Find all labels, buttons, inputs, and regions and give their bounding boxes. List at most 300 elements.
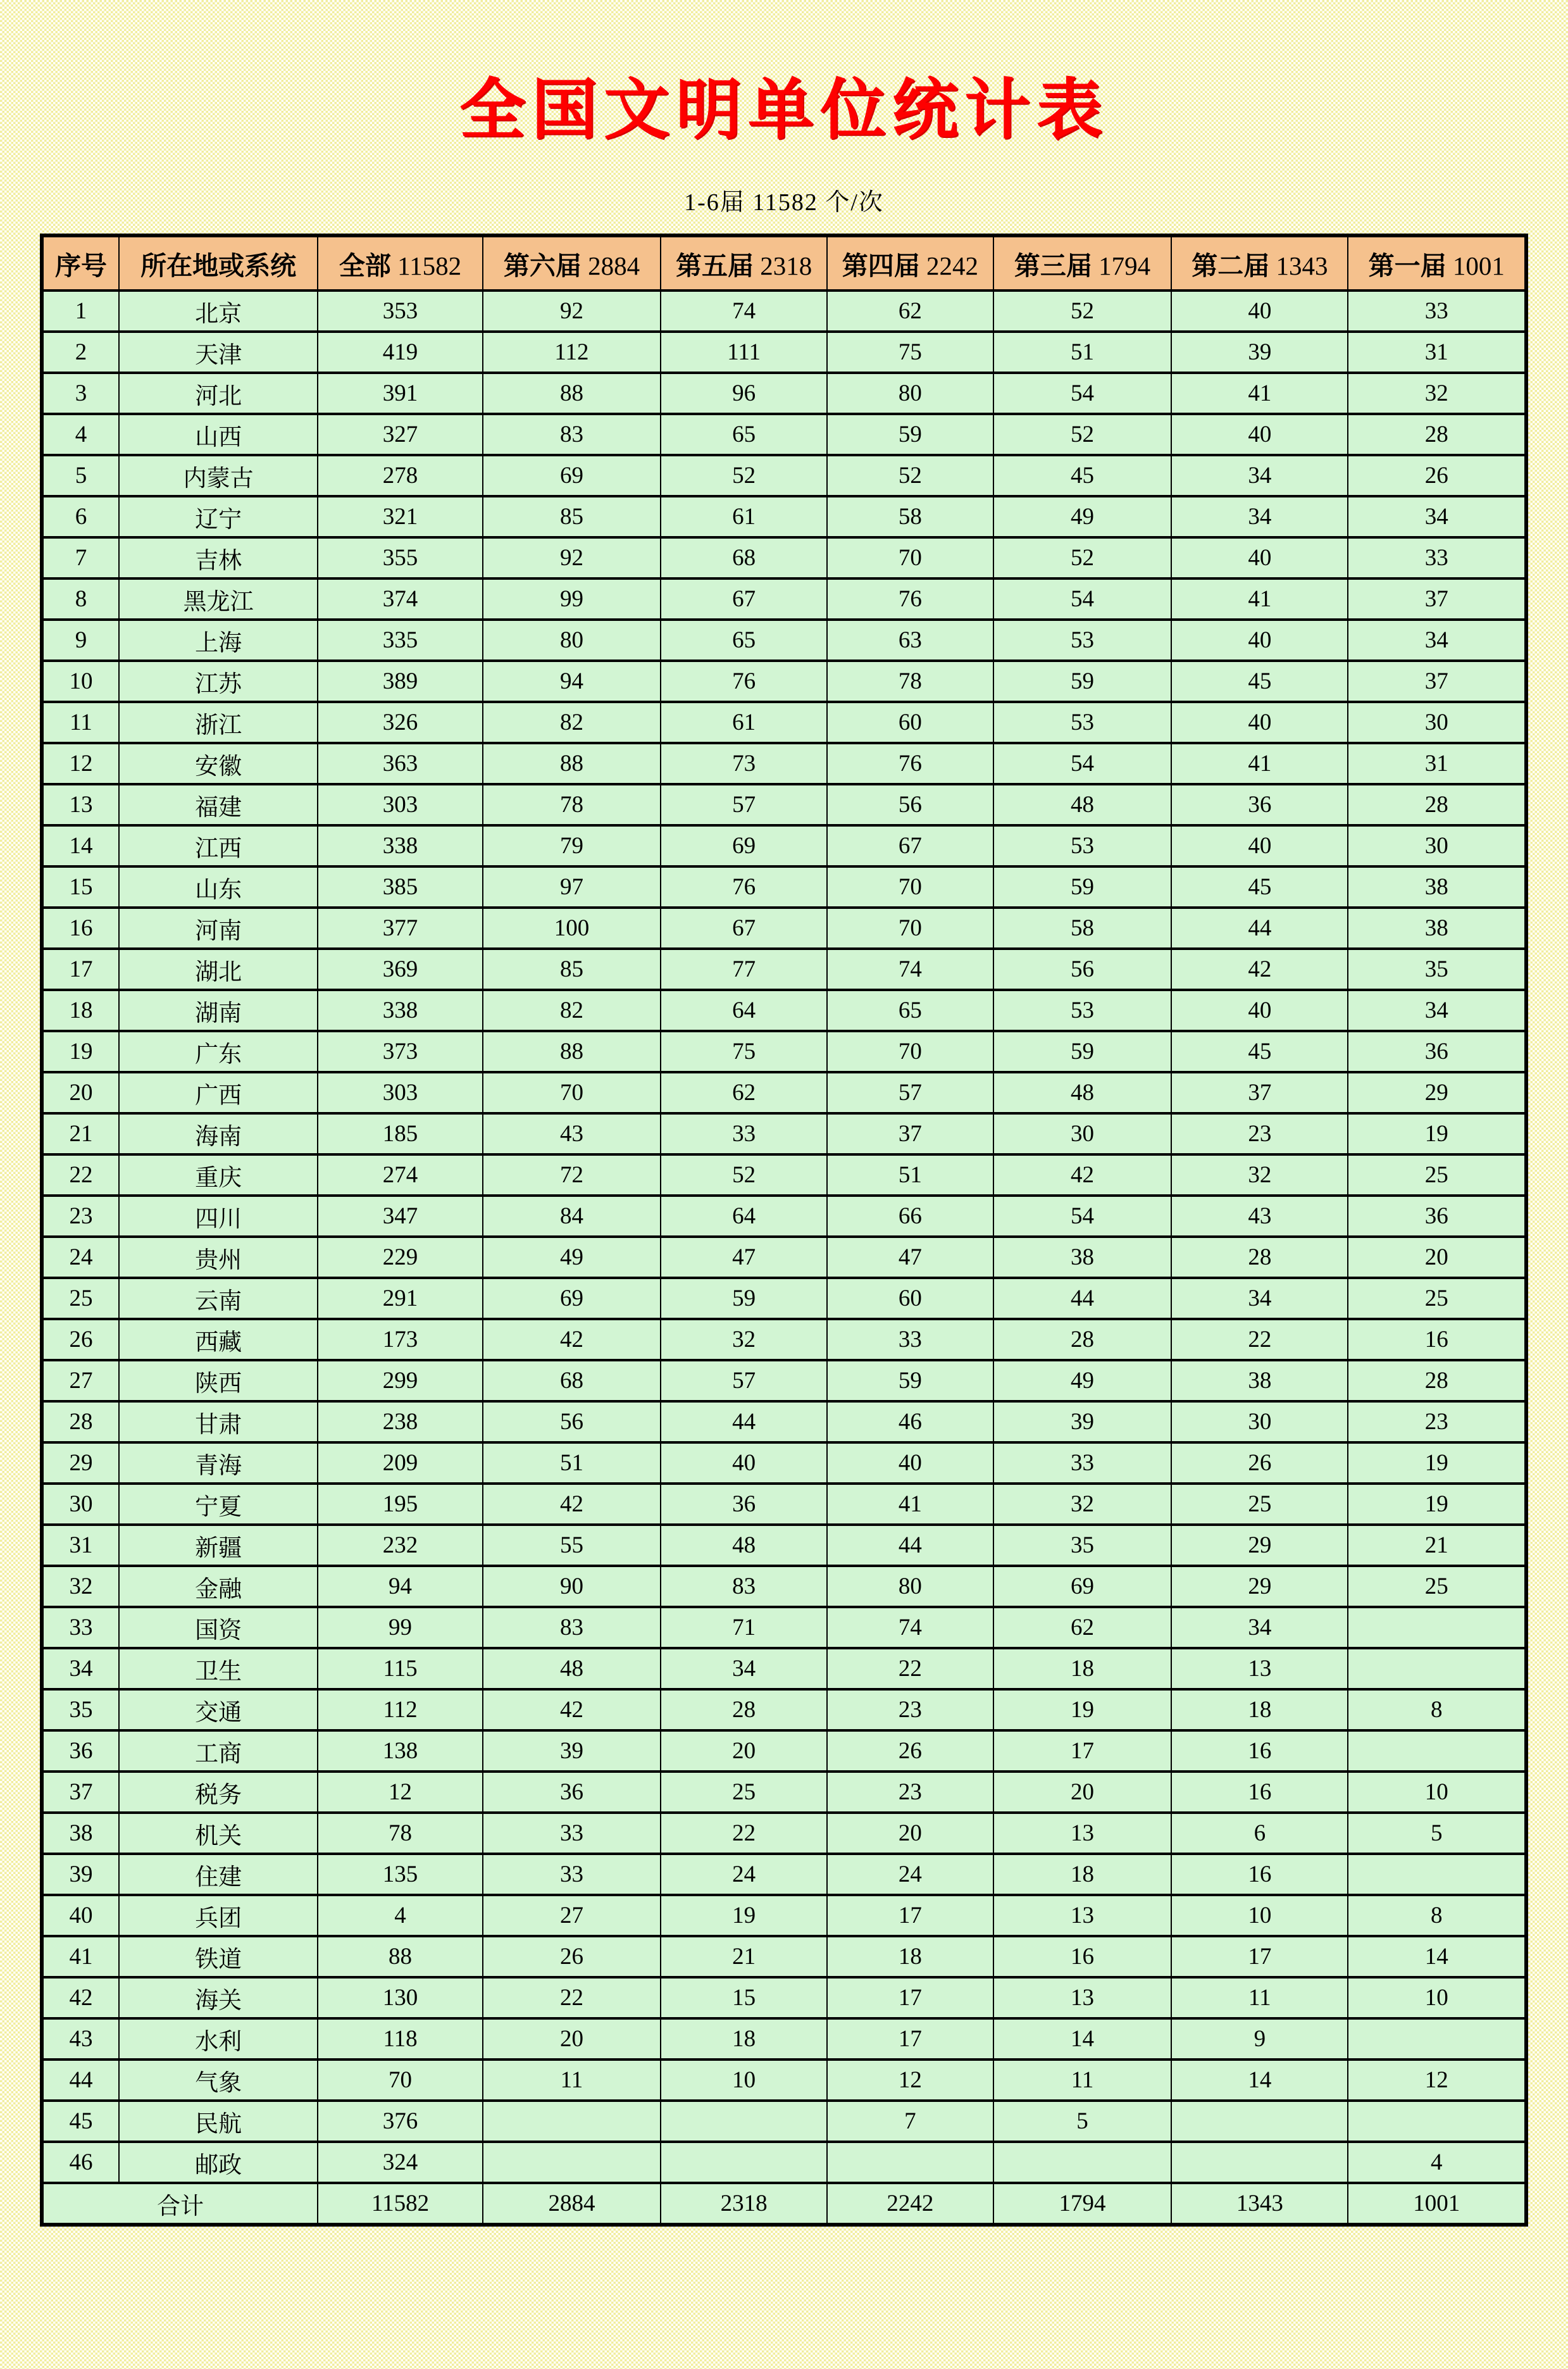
table-row (42, 1484, 1526, 1525)
cell: 78 (827, 661, 993, 702)
cell: 67 (661, 578, 827, 620)
cell: 12 (827, 2060, 993, 2101)
cell: 138 (318, 1730, 482, 1772)
cell: 16 (1171, 1772, 1348, 1813)
cell: 23 (827, 1689, 993, 1730)
cell: 19 (1348, 1442, 1526, 1484)
cell: 51 (483, 1442, 661, 1484)
cell: 25 (1348, 1278, 1526, 1319)
cell: 45 (1171, 1031, 1348, 1072)
cell: 52 (827, 455, 993, 496)
cell: 33 (483, 1813, 661, 1854)
cell: 62 (827, 291, 993, 332)
cell: 229 (318, 1237, 482, 1278)
cell: 94 (483, 661, 661, 702)
cell: 12 (1348, 2060, 1526, 2101)
table-row (42, 908, 1526, 949)
cell: 青海 (119, 1442, 318, 1484)
cell: 21 (1348, 1525, 1526, 1566)
cell: 8 (42, 578, 119, 620)
column-header-label: 所在地或系统 (140, 251, 297, 280)
cell: 5 (993, 2101, 1172, 2142)
cell: 59 (661, 1278, 827, 1319)
column-header (318, 235, 482, 291)
cell: 40 (1171, 537, 1348, 578)
cell: 机关 (119, 1813, 318, 1854)
cell: 海南 (119, 1113, 318, 1154)
cell (1171, 2142, 1348, 2183)
cell: 四川 (119, 1196, 318, 1237)
cell: 35 (993, 1525, 1172, 1566)
cell: 40 (42, 1895, 119, 1936)
cell: 118 (318, 2018, 482, 2060)
cell: 338 (318, 990, 482, 1031)
cell: 80 (483, 620, 661, 661)
cell: 25 (661, 1772, 827, 1813)
cell: 66 (827, 1196, 993, 1237)
cell: 28 (993, 1319, 1172, 1360)
cell: 69 (661, 825, 827, 866)
cell: 16 (42, 908, 119, 949)
cell: 13 (42, 784, 119, 825)
table-row (42, 414, 1526, 455)
cell: 52 (661, 455, 827, 496)
total-cell: 2884 (483, 2183, 661, 2225)
cell: 33 (827, 1319, 993, 1360)
cell: 30 (1171, 1401, 1348, 1442)
cell: 18 (993, 1854, 1172, 1895)
cell: 69 (483, 455, 661, 496)
cell: 25 (1171, 1484, 1348, 1525)
cell: 28 (1348, 784, 1526, 825)
cell: 43 (483, 1113, 661, 1154)
column-header-label: 第二届 (1192, 251, 1270, 280)
cell: 40 (1171, 620, 1348, 661)
cell (1348, 2018, 1526, 2060)
table-row (42, 1031, 1526, 1072)
cell: 44 (42, 2060, 119, 2101)
cell: 59 (993, 661, 1172, 702)
cell: 53 (993, 990, 1172, 1031)
cell: 52 (993, 537, 1172, 578)
cell: 18 (661, 2018, 827, 2060)
column-header (1348, 235, 1526, 291)
cell: 45 (993, 455, 1172, 496)
cell: 15 (661, 1977, 827, 2018)
cell: 山西 (119, 414, 318, 455)
cell: 60 (827, 702, 993, 743)
cell: 26 (827, 1730, 993, 1772)
cell: 51 (993, 332, 1172, 373)
cell: 新疆 (119, 1525, 318, 1566)
table-row (42, 1401, 1526, 1442)
total-label: 合计 (42, 2183, 318, 2225)
cell: 12 (42, 743, 119, 784)
cell (827, 2142, 993, 2183)
cell: 陕西 (119, 1360, 318, 1401)
cell: 43 (1171, 1196, 1348, 1237)
table-row (42, 1772, 1526, 1813)
cell: 40 (661, 1442, 827, 1484)
header-row (42, 235, 1526, 291)
cell: 32 (1348, 373, 1526, 414)
cell: 88 (483, 1031, 661, 1072)
cell: 41 (1171, 373, 1348, 414)
cell: 6 (1171, 1813, 1348, 1854)
cell: 52 (661, 1154, 827, 1196)
cell: 355 (318, 537, 482, 578)
cell: 11 (483, 2060, 661, 2101)
cell: 80 (827, 1566, 993, 1607)
cell: 气象 (119, 2060, 318, 2101)
table-row (42, 1813, 1526, 1854)
table-row (42, 2018, 1526, 2060)
cell: 59 (827, 414, 993, 455)
cell (1348, 1854, 1526, 1895)
cell: 60 (827, 1278, 993, 1319)
cell: 36 (483, 1772, 661, 1813)
cell: 369 (318, 949, 482, 990)
cell: 376 (318, 2101, 482, 2142)
cell: 34 (1348, 620, 1526, 661)
cell: 97 (483, 866, 661, 908)
cell: 39 (1171, 332, 1348, 373)
cell: 63 (827, 620, 993, 661)
cell: 38 (1171, 1360, 1348, 1401)
cell: 4 (42, 414, 119, 455)
cell: 34 (1348, 496, 1526, 537)
table-row (42, 1196, 1526, 1237)
cell: 79 (483, 825, 661, 866)
cell: 4 (1348, 2142, 1526, 2183)
cell: 5 (42, 455, 119, 496)
cell: 18 (1171, 1689, 1348, 1730)
cell: 28 (1348, 414, 1526, 455)
cell: 40 (827, 1442, 993, 1484)
column-header (827, 235, 993, 291)
cell: 76 (827, 743, 993, 784)
cell (993, 2142, 1172, 2183)
cell: 36 (661, 1484, 827, 1525)
cell: 13 (993, 1977, 1172, 2018)
cell: 19 (661, 1895, 827, 1936)
cell: 4 (318, 1895, 482, 1936)
cell: 42 (42, 1977, 119, 2018)
cell: 36 (1348, 1031, 1526, 1072)
table-row (42, 1607, 1526, 1648)
cell: 9 (42, 620, 119, 661)
cell: 19 (1348, 1484, 1526, 1525)
cell: 70 (827, 866, 993, 908)
cell: 327 (318, 414, 482, 455)
page (0, 75, 1568, 2369)
cell: 20 (1348, 1237, 1526, 1278)
table-row (42, 990, 1526, 1031)
table-row (42, 578, 1526, 620)
cell: 71 (661, 1607, 827, 1648)
cell: 16 (993, 1936, 1172, 1977)
cell: 14 (1171, 2060, 1348, 2101)
cell: 338 (318, 825, 482, 866)
cell (661, 2142, 827, 2183)
cell: 18 (42, 990, 119, 1031)
cell: 90 (483, 1566, 661, 1607)
column-header-count: 1794 (1092, 251, 1151, 280)
cell: 16 (1171, 1730, 1348, 1772)
table-row (42, 1113, 1526, 1154)
cell: 28 (1171, 1237, 1348, 1278)
cell: 上海 (119, 620, 318, 661)
cell: 26 (1348, 455, 1526, 496)
cell: 57 (827, 1072, 993, 1113)
cell: 195 (318, 1484, 482, 1525)
cell: 14 (42, 825, 119, 866)
cell: 173 (318, 1319, 482, 1360)
column-header (661, 235, 827, 291)
cell (1348, 1607, 1526, 1648)
cell: 77 (661, 949, 827, 990)
cell: 海关 (119, 1977, 318, 2018)
cell: 85 (483, 496, 661, 537)
cell: 民航 (119, 2101, 318, 2142)
cell: 69 (483, 1278, 661, 1319)
cell: 3 (42, 373, 119, 414)
cell: 40 (1171, 702, 1348, 743)
cell: 57 (661, 1360, 827, 1401)
column-header-label: 全部 (339, 251, 391, 280)
cell: 38 (42, 1813, 119, 1854)
cell: 河南 (119, 908, 318, 949)
cell: 48 (483, 1648, 661, 1689)
cell: 55 (483, 1525, 661, 1566)
cell: 黑龙江 (119, 578, 318, 620)
cell: 49 (993, 496, 1172, 537)
cell: 61 (661, 702, 827, 743)
cell: 26 (42, 1319, 119, 1360)
cell (1348, 2101, 1526, 2142)
cell: 44 (661, 1401, 827, 1442)
table-row (42, 1977, 1526, 2018)
cell: 76 (661, 866, 827, 908)
table-row (42, 866, 1526, 908)
table-row (42, 455, 1526, 496)
column-header-label: 序号 (54, 251, 107, 280)
table-row (42, 1689, 1526, 1730)
cell: 河北 (119, 373, 318, 414)
cell: 18 (993, 1648, 1172, 1689)
cell: 水利 (119, 2018, 318, 2060)
cell: 福建 (119, 784, 318, 825)
cell: 135 (318, 1854, 482, 1895)
cell: 47 (661, 1237, 827, 1278)
cell: 19 (993, 1689, 1172, 1730)
cell: 13 (993, 1813, 1172, 1854)
cell: 10 (1348, 1772, 1526, 1813)
cell: 42 (993, 1154, 1172, 1196)
cell: 浙江 (119, 702, 318, 743)
cell: 67 (827, 825, 993, 866)
cell: 10 (661, 2060, 827, 2101)
cell: 54 (993, 743, 1172, 784)
cell: 303 (318, 1072, 482, 1113)
cell: 353 (318, 291, 482, 332)
cell: 56 (483, 1401, 661, 1442)
cell: 115 (318, 1648, 482, 1689)
cell: 21 (42, 1113, 119, 1154)
table-row (42, 373, 1526, 414)
cell: 17 (1171, 1936, 1348, 1977)
column-header-count: 1343 (1269, 251, 1328, 280)
cell: 75 (827, 332, 993, 373)
cell: 35 (42, 1689, 119, 1730)
cell: 61 (661, 496, 827, 537)
cell: 18 (827, 1936, 993, 1977)
cell: 99 (483, 578, 661, 620)
table-row (42, 1566, 1526, 1607)
cell: 11 (1171, 1977, 1348, 2018)
cell: 邮政 (119, 2142, 318, 2183)
cell: 31 (1348, 332, 1526, 373)
table-row (42, 702, 1526, 743)
cell: 13 (1171, 1648, 1348, 1689)
cell: 宁夏 (119, 1484, 318, 1525)
cell: 37 (1171, 1072, 1348, 1113)
cell: 34 (1348, 990, 1526, 1031)
cell: 99 (318, 1607, 482, 1648)
cell: 37 (42, 1772, 119, 1813)
cell: 53 (993, 620, 1172, 661)
cell: 江西 (119, 825, 318, 866)
cell: 65 (827, 990, 993, 1031)
cell: 92 (483, 291, 661, 332)
cell: 373 (318, 1031, 482, 1072)
cell: 391 (318, 373, 482, 414)
cell: 44 (1171, 908, 1348, 949)
cell: 43 (42, 2018, 119, 2060)
cell (1348, 1648, 1526, 1689)
cell: 49 (993, 1360, 1172, 1401)
cell: 32 (1171, 1154, 1348, 1196)
cell: 40 (1171, 291, 1348, 332)
cell: 58 (827, 496, 993, 537)
cell: 22 (1171, 1319, 1348, 1360)
cell: 云南 (119, 1278, 318, 1319)
cell: 42 (1171, 949, 1348, 990)
cell: 100 (483, 908, 661, 949)
cell: 17 (827, 1977, 993, 2018)
cell: 32 (993, 1484, 1172, 1525)
cell: 37 (1348, 661, 1526, 702)
cell: 58 (993, 908, 1172, 949)
cell: 88 (483, 743, 661, 784)
cell: 42 (483, 1484, 661, 1525)
column-header-label: 第五届 (676, 251, 754, 280)
cell: 69 (993, 1566, 1172, 1607)
cell: 54 (993, 373, 1172, 414)
cell: 2 (42, 332, 119, 373)
cell: 天津 (119, 332, 318, 373)
column-header-label: 第一届 (1368, 251, 1447, 280)
total-cell: 11582 (318, 2183, 482, 2225)
cell: 419 (318, 332, 482, 373)
cell: 湖北 (119, 949, 318, 990)
cell: 北京 (119, 291, 318, 332)
table-row (42, 2142, 1526, 2183)
table-row (42, 1895, 1526, 1936)
column-header-count: 2884 (581, 251, 640, 280)
cell: 64 (661, 990, 827, 1031)
cell: 67 (661, 908, 827, 949)
page-subtitle: 1-6届 11582 个/次 (684, 189, 884, 216)
cell: 24 (42, 1237, 119, 1278)
table-row (42, 620, 1526, 661)
cell: 36 (1348, 1196, 1526, 1237)
cell: 130 (318, 1977, 482, 2018)
cell: 40 (1171, 990, 1348, 1031)
cell: 59 (993, 866, 1172, 908)
cell: 389 (318, 661, 482, 702)
total-cell: 2318 (661, 2183, 827, 2225)
cell: 78 (318, 1813, 482, 1854)
cell: 1 (42, 291, 119, 332)
cell: 22 (483, 1977, 661, 2018)
cell: 59 (993, 1031, 1172, 1072)
cell: 工商 (119, 1730, 318, 1772)
cell: 广西 (119, 1072, 318, 1113)
cell: 39 (993, 1401, 1172, 1442)
cell: 20 (661, 1730, 827, 1772)
cell: 29 (1171, 1566, 1348, 1607)
page-title: 全国文明单位统计表 (459, 74, 1109, 147)
cell: 交通 (119, 1689, 318, 1730)
cell: 22 (661, 1813, 827, 1854)
table-row (42, 743, 1526, 784)
cell: 31 (42, 1525, 119, 1566)
cell: 25 (42, 1278, 119, 1319)
cell: 34 (661, 1648, 827, 1689)
cell: 15 (42, 866, 119, 908)
cell: 70 (827, 537, 993, 578)
cell: 54 (993, 1196, 1172, 1237)
cell: 33 (993, 1442, 1172, 1484)
cell: 江苏 (119, 661, 318, 702)
cell: 36 (1171, 784, 1348, 825)
cell: 税务 (119, 1772, 318, 1813)
total-cell: 1794 (993, 2183, 1172, 2225)
table-row (42, 1278, 1526, 1319)
cell: 铁道 (119, 1936, 318, 1977)
cell (483, 2101, 661, 2142)
cell: 14 (993, 2018, 1172, 2060)
cell: 30 (42, 1484, 119, 1525)
cell: 8 (1348, 1895, 1526, 1936)
cell: 68 (483, 1360, 661, 1401)
cell: 14 (1348, 1936, 1526, 1977)
cell (661, 2101, 827, 2142)
column-header (993, 235, 1172, 291)
cell: 30 (993, 1113, 1172, 1154)
cell: 20 (42, 1072, 119, 1113)
cell: 47 (827, 1237, 993, 1278)
cell: 85 (483, 949, 661, 990)
table-row (42, 2101, 1526, 2142)
cell: 70 (483, 1072, 661, 1113)
cell: 78 (483, 784, 661, 825)
cell: 23 (1171, 1113, 1348, 1154)
cell: 辽宁 (119, 496, 318, 537)
cell: 28 (42, 1401, 119, 1442)
cell: 34 (1171, 1278, 1348, 1319)
